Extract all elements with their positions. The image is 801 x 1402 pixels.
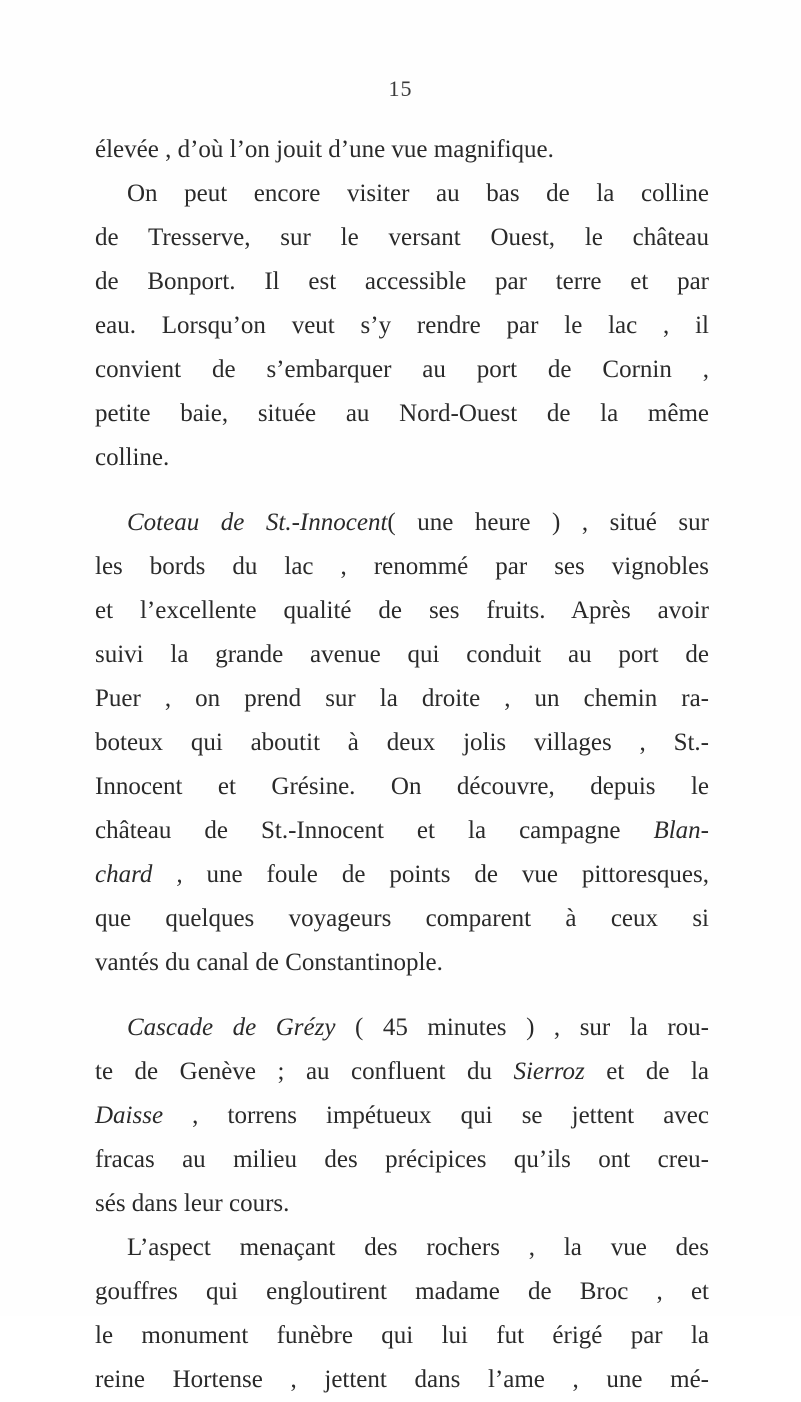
text-line	[95, 589, 709, 633]
text-segment: une foule de points de vue pittoresques,	[182, 861, 709, 888]
text-segment: de Bonport. Il est accessible par terre et par	[95, 268, 709, 295]
text-segment: fracas au milieu des précipices qu’ils ont creu-	[95, 1146, 709, 1173]
text-segment: boteux qui aboutit à deux jolis villages , St.-	[95, 729, 709, 756]
entry-heading: Coteau de St.-Innocent	[127, 509, 388, 536]
text-segment: Innocent et Grésine. On découvre, depuis le	[95, 773, 709, 800]
paragraph	[95, 501, 709, 985]
text-segment: L’aspect menaçant des rochers , la vue des	[127, 1234, 709, 1261]
text-line	[95, 1314, 709, 1358]
text-segment: sés dans leur cours.	[95, 1190, 290, 1217]
text-line	[95, 809, 709, 853]
text-line	[95, 1270, 709, 1314]
text-line	[95, 633, 709, 677]
text-line	[95, 436, 709, 480]
text-segment: ( une heure ) , situé sur	[387, 509, 709, 536]
text-segment: château de St.-Innocent et la campagne	[95, 817, 654, 844]
text-segment: et de la	[584, 1058, 709, 1085]
text-segment-italic: Blan-	[653, 817, 709, 844]
text-segment: colline.	[95, 444, 170, 471]
text-segment: , torrens impétueux qui se jettent avec	[163, 1102, 709, 1129]
text-line	[95, 392, 709, 436]
text-line	[95, 1182, 709, 1226]
text-segment: convient de s’embarquer au port de Cornin ,	[95, 356, 709, 383]
text-line	[95, 501, 709, 545]
text-segment: reine Hortense , jettent dans l’ame , une mé-	[95, 1366, 709, 1393]
text-line	[95, 172, 709, 216]
text-line	[95, 1006, 709, 1050]
text-segment: On peut encore visiter au bas de la colline	[127, 180, 709, 207]
text-line	[95, 545, 709, 589]
text-line	[95, 1050, 709, 1094]
text-line	[95, 1094, 709, 1138]
text-segment-italic: Daisse	[95, 1102, 164, 1129]
text-line	[95, 721, 709, 765]
text-segment-italic: chard ,	[95, 861, 183, 888]
paragraph	[95, 128, 709, 172]
text-segment-italic: Sierroz	[513, 1058, 585, 1085]
text-segment: ( 45 minutes ) , sur la rou-	[335, 1014, 710, 1041]
text-segment: petite baie, située au Nord-Ouest de la même	[95, 400, 709, 427]
paragraph	[95, 172, 709, 480]
text-line	[95, 677, 709, 721]
text-line	[95, 765, 709, 809]
entry-heading: Cascade de Grézy	[127, 1014, 336, 1041]
text-line	[95, 304, 709, 348]
text-line	[95, 1226, 709, 1270]
text-line	[95, 1358, 709, 1402]
paragraph	[95, 1226, 709, 1402]
text-line	[95, 128, 709, 172]
text-segment: élevée , d’où l’on jouit d’une vue magnifique.	[95, 136, 554, 163]
text-line	[95, 216, 709, 260]
text-segment: le monument funèbre qui lui fut érigé par la	[95, 1322, 709, 1349]
text-segment: vantés du canal de Constantinople.	[95, 949, 443, 976]
text-line	[95, 853, 709, 897]
paragraph	[95, 1006, 709, 1226]
text-segment: te de Genève ; au confluent du	[95, 1058, 514, 1085]
text-line	[95, 348, 709, 392]
text-segment: les bords du lac , renommé par ses vignobles	[95, 553, 709, 580]
text-segment: gouffres qui engloutirent madame de Broc , et	[95, 1278, 709, 1305]
text-line	[95, 260, 709, 304]
text-line	[95, 1138, 709, 1182]
text-segment: suivi la grande avenue qui conduit au port de	[95, 641, 709, 668]
text-line	[95, 897, 709, 941]
text-segment: et l’excellente qualité de ses fruits. Après avoir	[95, 597, 709, 624]
page-body	[95, 128, 709, 1402]
page-number: 15	[388, 76, 413, 101]
text-segment: Puer , on prend sur la droite , un chemin ra-	[95, 685, 709, 712]
text-line	[95, 941, 709, 985]
text-segment: que quelques voyageurs comparent à ceux si	[95, 905, 709, 932]
text-segment: de Tresserve, sur le versant Ouest, le château	[95, 224, 709, 251]
text-segment: eau. Lorsqu’on veut s’y rendre par le lac , il	[95, 312, 709, 339]
